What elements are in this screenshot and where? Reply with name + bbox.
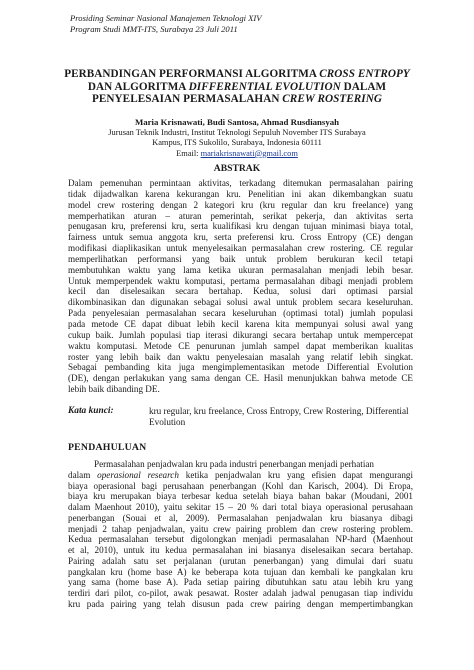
running-header: [70, 13, 262, 35]
abstract-line: Dalam pemenuhan permintaan aktivitas, terkadang ditemukan permasalahan pairing: [68, 178, 413, 188]
abstract-line: roster yang lebih baik dan waktu penyelesaian masalah yang relatif lebih singkat.: [68, 351, 413, 362]
paper-title: [60, 68, 414, 106]
abstract-line: Untuk memperpendek waktu komputasi, pertama permasalahan dibagi menjadi problem: [68, 275, 413, 286]
title-italic-3: CREW ROSTERING: [282, 93, 382, 106]
body-line: biaya kru merupakan biaya terbesar kedua setelah biaya bahan bakar (Moudani, 2001: [68, 491, 413, 502]
abstract-line: cukup baik. Jumlah populasi tiap iterasi dikurangi secara bertahap untuk mempercepat: [68, 329, 413, 340]
body-line: Pairing adalah satu set perjalanan (urutan penerbangan) yang dimulai dari suatu: [68, 555, 413, 566]
body-line: Permasalahan penjadwalan kru pada industri penerbangan menjadi perhatian: [94, 459, 374, 469]
body-text: ketika penjadwalan kru yang efisien dapat mengurangi: [178, 469, 413, 480]
author-list: Maria Krisnawati, Budi Santosa, Ahmad Rusdiansyah: [134, 117, 340, 127]
abstract-line: waktu komputasi. Metode CE penurunan jumlah sampel dapat memberikan kualitas: [68, 340, 413, 351]
abstract-line: lebih baik dibanding DE.: [68, 384, 160, 395]
affiliation-line-1: Jurusan Teknik Industri, Institut Teknologi Sepuluh November ITS Surabaya: [108, 128, 366, 137]
abstract-line: fairness untuk semua anggota kru, serta preferensi kru. Cross Entropy (CE) dengan: [68, 232, 413, 243]
abstract-line: model crew rostering dengan 2 kategori kru (kru regular dan kru freelance) yang: [68, 199, 413, 210]
abstract-line: membutuhkan waktu yang lama ketika ukuran permasalahan menjadi lebih besar.: [68, 264, 413, 275]
title-part-2: DAN ALGORITMA: [87, 80, 189, 93]
abstract-line: pada metode CE dapat dibuat lebih kecil karena kita mempunyai solusi awal yang: [68, 318, 413, 329]
title-italic-1: CROSS ENTROPY: [319, 68, 410, 80]
abstract-line: tidak dijadwalkan karena kekurangan kru. Penelitian ini akan dikembangkan suatu: [68, 188, 413, 199]
keywords-line-1: kru regular, kru freelance, Cross Entropy, Crew Rostering, Differential: [149, 406, 409, 416]
body-line: Kedua permasalahan tersebut digolongkan menjadi permasalahan NP-hard (Maenhout: [68, 534, 413, 545]
abstract-line: memperhatikan aturan – aturan pemerintah, serikat pekerja, dan aktivitas serta: [68, 210, 413, 221]
abstract-line: penugasan kru, preferensi kru, serta kualifikasi kru dengan tujuan minimasi biaya total,: [68, 221, 413, 232]
body-line: [68, 470, 413, 481]
email-link[interactable]: mariakrisnawati@gmail.com: [200, 148, 298, 158]
abstract-body: [68, 178, 413, 395]
abstract-line: memperlihatkan performansi yang baik untuk problem berukuran kecil tetapi: [68, 253, 413, 264]
title-part-1: PERBANDINGAN PERFORMANSI ALGORITMA: [64, 68, 320, 80]
header-proceedings: Prosiding Seminar Nasional Manajemen Teknologi XIV: [70, 13, 262, 23]
introduction-body: [68, 459, 413, 610]
body-line: dalam Maenhout 2010), yaitu sekitar 15 – 20 % dari total biaya operasional perusahaan: [68, 502, 413, 512]
abstract-line: Pada penyelesaian permasalahan secara keseluruhan (optimasi total) jumlah populasi: [68, 308, 413, 319]
body-line: penerbangan (Souai et al, 2009). Permasalahan penjadwalan kru biasanya dibagi: [68, 512, 413, 523]
email-row: [60, 149, 414, 159]
body-line: pangkalan kru (home base A) ke beberapa kota tujuan dan kembali ke pangkalan kru: [68, 566, 413, 577]
abstract-line: (DE), dengan perlakukan yang sama dengan CE. Hasil menunjukkan bahwa metode CE: [68, 373, 413, 384]
body-text: dalam: [68, 469, 98, 480]
body-italic-term: operasional research: [97, 469, 179, 480]
abstract-line: modifikasi diaplikasikan untuk menyelesaikan permasalahan crew rostering. CE regular: [68, 243, 413, 254]
abstract-line: Sebagai pembanding kita juga mengimplementasikan metode Differential Evolution: [68, 362, 413, 373]
abstract-heading: ABSTRAK: [213, 163, 261, 174]
body-line: terdiri dari pilot, co-pilot, awak pesawat. Roster adalah jadwal penugasan tiap individu: [68, 588, 413, 598]
abstract-line: kecil dan diselesaikan secara bertahap. Kedua, solusi dari optimasi parsial: [68, 286, 413, 297]
section-heading: PENDAHULUAN: [68, 442, 147, 453]
keywords-line-2: Evolution: [149, 417, 186, 427]
email-label: Email:: [176, 148, 201, 158]
body-line: kru pada pairing yang telah disusun pada crew pairing dengan mempertimbangkan: [68, 598, 413, 609]
header-program: Program Studi MMT-ITS, Surabaya 23 Juli 2011: [70, 24, 238, 34]
affiliation-line-2: Kampus, ITS Sukolilo, Surabaya, Indonesia 60111: [152, 138, 322, 148]
body-line: biaya operasional bagi perusahaan penerbangan (Kohl dan Karisch, 2004). Di Eropa,: [68, 480, 413, 491]
title-italic-2: DIFFERENTIAL EVOLUTION: [188, 80, 341, 93]
body-line: menjadi 2 tahap penjadwalan, yaitu crew pairing problem dan crew rostering problem.: [68, 523, 413, 534]
abstract-line: dikombinasikan dan digunakan sebagai solusi awal untuk problem secara keseluruhan.: [68, 297, 413, 308]
keywords-label: Kata kunci:: [68, 406, 114, 416]
body-line: et al, 2010), untuk itu kedua permasalahan ini biasanya diselesaikan secara bertahap.: [68, 545, 413, 555]
body-line: yang sama (home base A). Pada setiap pairing dibutuhkan satu atau lebih kru yang: [68, 577, 413, 588]
affiliation: [60, 128, 414, 159]
title-part-3: DALAM PENYELESAIAN PERMASALAHAN: [92, 80, 387, 106]
keywords-text: [149, 406, 411, 428]
